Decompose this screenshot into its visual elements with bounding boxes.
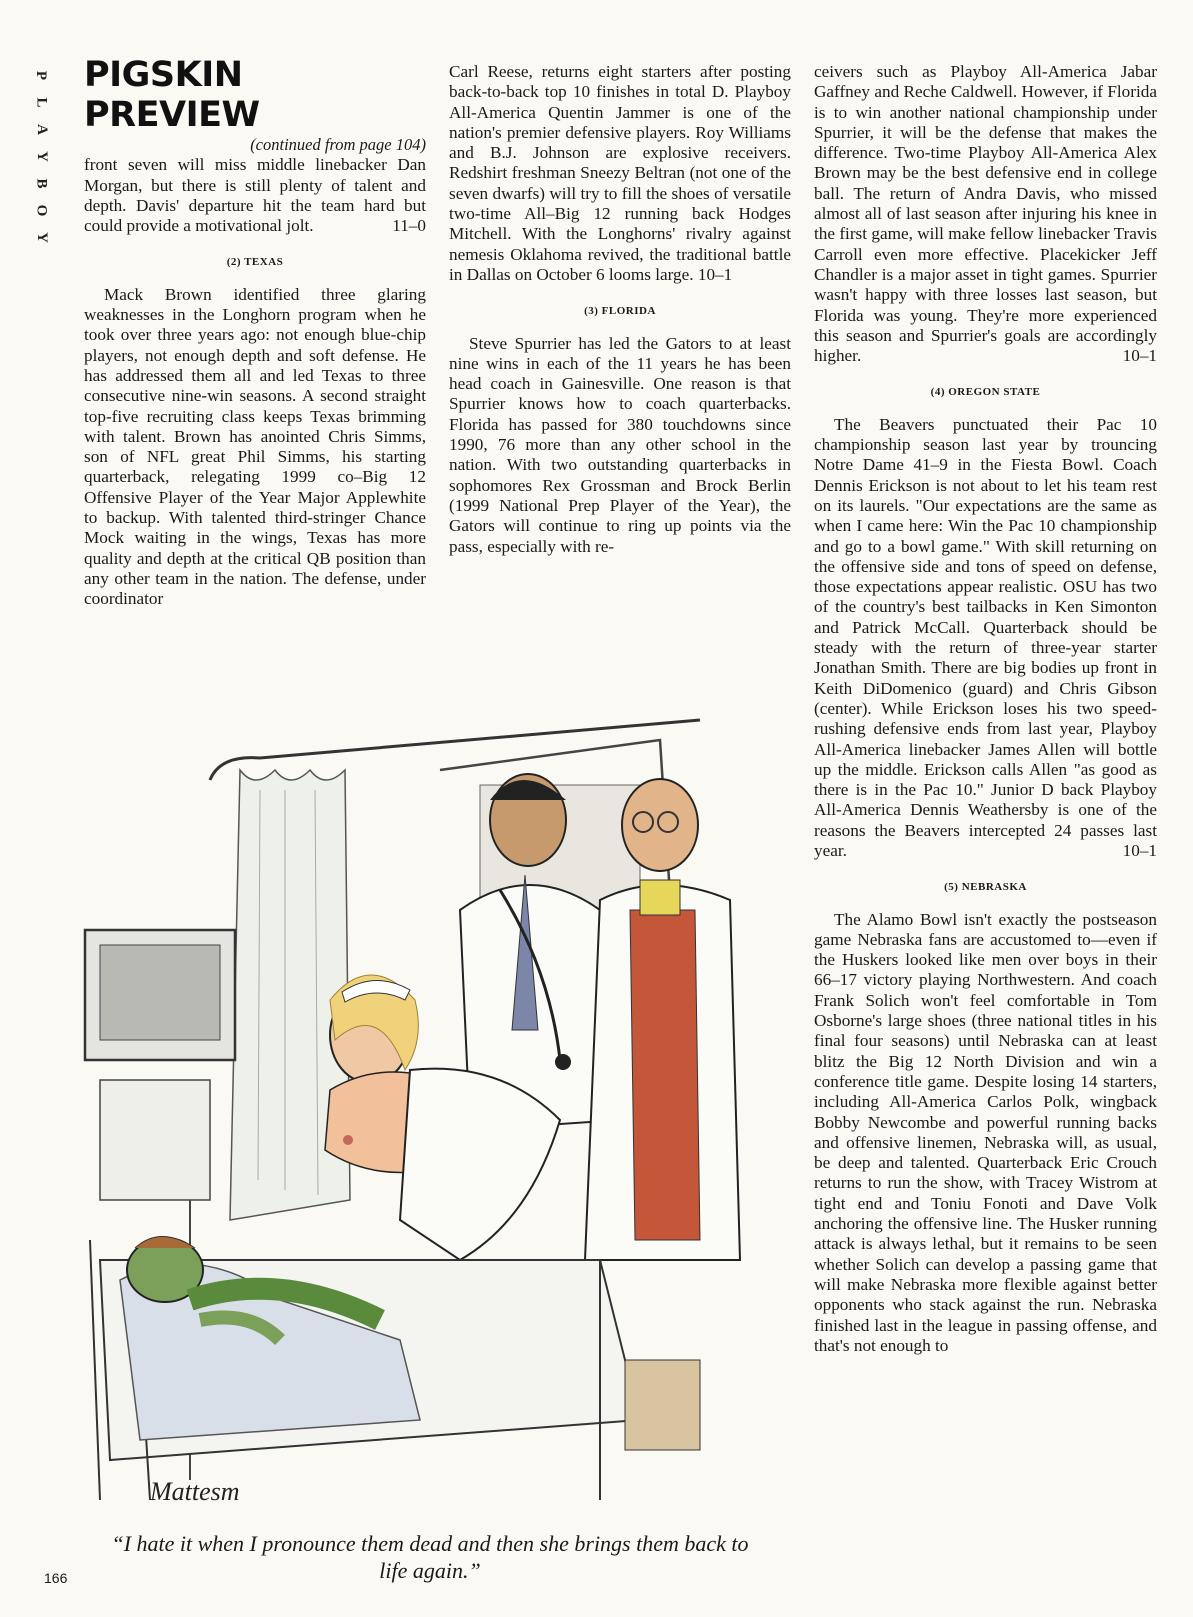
florida-continued-text: ceivers such as Playboy All-America Jabar Gaffney and Reche Caldwell. However, if Florida is to win another national championship under Spurrier, it will be the defense that makes the difference. Two-time Playboy All-America Alex Brown may be the best defensive end in college ball. The return of Andra Davis, who missed almost all of last season after injuring his knee in the first game, will make fellow linebacker Travis Carroll even more effective. Placekicker Jeff Chandler is a major asset in tight games. Spurrier wasn't happy with three losses last season, but Florida was young. They're more experienced this season and Spurrier's goals are accordingly higher. — [814, 62, 1157, 366]
record-florida: 10–1 — [1122, 346, 1157, 366]
masthead-letter: Y — [33, 232, 50, 243]
column-3 — [814, 62, 1157, 1356]
texas-continued-paragraph — [449, 62, 791, 285]
article-title: PIGSKIN PREVIEW — [84, 55, 260, 135]
section-heading-florida: (3) FLORIDA — [584, 305, 656, 318]
texas-paragraph: Mack Brown identified three glaring weaknesses in the Longhorn program when he took over three years ago: not enough blue-chip players, not enough depth and soft defense. He has addressed them all and led Texas to three consecutive nine-win seasons. A second straight top-five recruiting class keeps Texas brimming with talent. Brown has anointed Chris Simms, son of NFL great Phil Simms, his starting quarterback, relegating 1999 co–Big 12 Offensive Player of the Year Major Applewhite to backup. With talented third-stringer Chance Mock waiting in the wings, Texas has more quality and depth at the critical QB position than any other team in the nation. The defense, under coordinator — [84, 284, 426, 609]
section-heading-texas: (2) TEXAS — [226, 256, 284, 269]
masthead-letter: A — [33, 124, 50, 135]
intro-text: front seven will miss middle linebacker Dan Morgan, but there is still plenty of talent and depth. Davis' departure hit the team hard but could provide a motivational jolt. — [84, 155, 426, 236]
florida-continued-paragraph — [814, 62, 1157, 366]
masthead-letter: P — [33, 70, 50, 81]
intro-paragraph — [84, 155, 426, 236]
florida-paragraph: Steve Spurrier has led the Gators to at least nine wins in each of the 11 years he has been head coach in Gainesville. One reason is that Spurrier knows how to coach quarterbacks. Florida has passed for 380 touchdowns since 1990, 76 more than any other school in the nation. With two outstanding quarterbacks in sophomores Rex Grossman and Brock Berlin (1999 National Prep Player of the Year), the Gators will continue to ring up points via the pass, especially with re- — [449, 333, 791, 556]
page-number: 166 — [44, 1570, 68, 1586]
record-oregon-state: 10–1 — [1122, 840, 1157, 860]
cartoon-signature: Mattesm — [150, 1477, 240, 1506]
hospital-scene-drawing — [80, 700, 780, 1530]
column-2 — [449, 62, 791, 557]
cartoon-caption: “I hate it when I pronounce them dead and then she brings them back to life again.” — [111, 1531, 749, 1583]
section-heading-nebraska: (5) NEBRASKA — [944, 881, 1027, 894]
continued-note: (continued from page 104) — [250, 135, 426, 154]
oregon-state-paragraph — [814, 415, 1157, 862]
oregon-state-text: The Beavers punctuated their Pac 10 championship season last year by trouncing Notre Dame 41–9 in the Fiesta Bowl. Coach Dennis Erickson is not about to let his team rest on its laurels. "Our expectations are the same as when I came here: Win the Pac 10 championship and go to a bowl game." With skill returning on the offensive side and tons of speed on defense, those expectations appear realistic. OSU has two of the country's best tailbacks in Ken Simonton and Patrick McCall. Quarterback should be steady with the return of three-year starter Jonathan Smith. There are big bodies up front in Keith DiDomenico (guard) and Chris Gibson (center). While Erickson loses his two speed-rushing defensive ends from last year, Playboy All-America linebacker James Allen will bottle up the middle. Erickson calls Allen "as good as there is in the Pac 10." Junior D back Playboy All-America Dennis Weathersby is one of the reasons the Beavers intercepted 24 passes last year. — [814, 414, 1157, 860]
record-michigan: 11–0 — [392, 216, 426, 236]
column-1 — [84, 55, 426, 610]
masthead-letter: O — [33, 204, 50, 217]
masthead-letter: L — [33, 97, 50, 108]
cartoon-illustration — [80, 700, 780, 1530]
masthead-letter: Y — [33, 151, 50, 162]
texas-continued-text: Carl Reese, returns eight starters after posting back-to-back top 10 finishes in total D. Playboy All-America Quentin Jammer is one of the nation's premier defensive players. Roy Williams and B.J. Johnson are explosive receivers. Redshirt freshman Sneezy Beltran (not one of the seven dwarfs) will try to fill the shoes of versatile two-time All–Big 12 running back Hodges Mitchell. With the Longhorns' rivalry against nemesis Oklahoma revived, the traditional battle in Dallas on October 6 looms large. — [449, 62, 791, 284]
section-heading-oregon-state: (4) OREGON STATE — [930, 386, 1041, 399]
masthead-letter: B — [33, 178, 50, 189]
record-texas: 10–1 — [697, 264, 733, 284]
nebraska-paragraph: The Alamo Bowl isn't exactly the postseason game Nebraska fans are accustomed to—even if the Huskers looked like men over boys in their 66–17 victory playing Northwestern. And coach Frank Solich won't feel comfortable in Tom Osborne's large shoes (three national titles in his final four seasons) until Nebraska can at least blitz the Big 12 North Division and win a conference title game. Despite losing 14 starters, including All-America Carlos Polk, wingback Bobby Newcombe and powerful running backs and offensive linemen, Nebraska will, as usual, be deep and talented. Quarterback Eric Crouch returns to run the show, with Tracey Wistrom at tight end and Toniu Fonoti and Dave Volk anchoring the offensive line. The Husker running attack is always lethal, but it remains to be seen whether Solich can develop a passing game that will make Nebraska more flexible against better opponents who stack against the run. Nebraska finished last in the league in passing offense, and that's not enough to — [814, 909, 1157, 1355]
magazine-name-vertical — [28, 62, 54, 251]
